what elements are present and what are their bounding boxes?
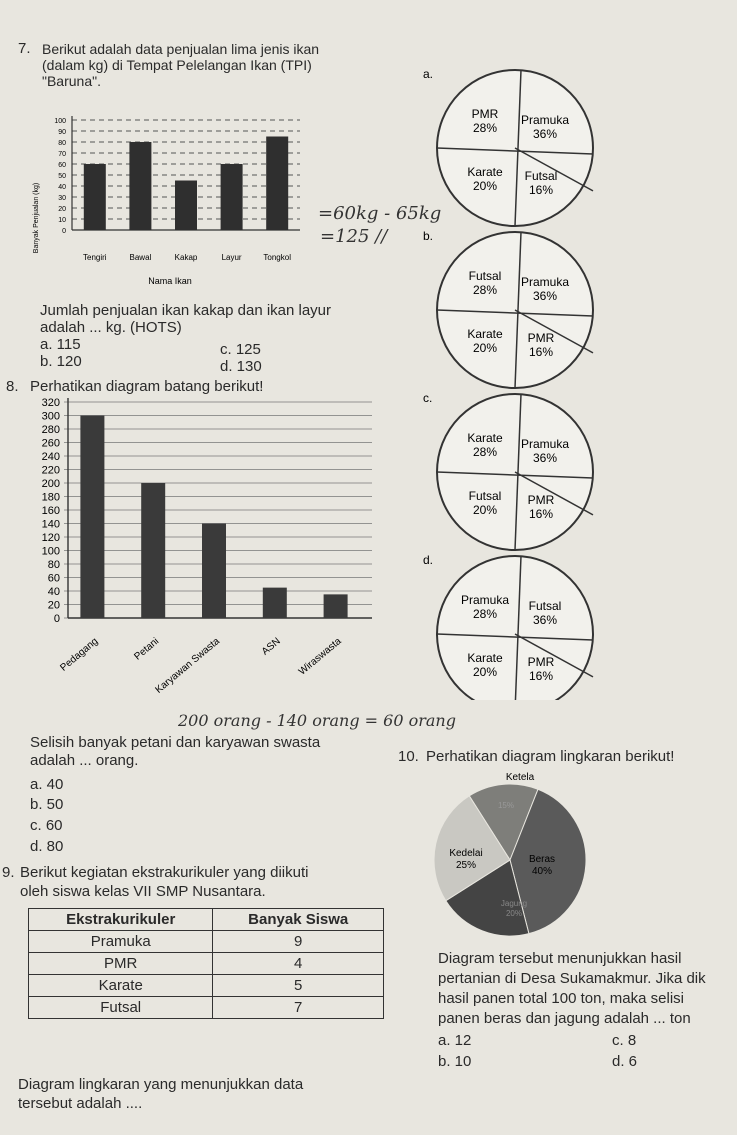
option-letter: d. <box>423 553 434 567</box>
q7-line3: "Baruna". <box>42 73 101 89</box>
pie-slice-label: Pramuka <box>460 593 510 607</box>
tick-label: 20 <box>47 599 60 612</box>
q9-line1: Berikut kegiatan ekstrakurikuler yang diikuti <box>20 864 309 881</box>
pie-slice-percent: 20% <box>472 179 498 193</box>
option-letter: c. <box>423 391 433 405</box>
q8-option-c[interactable]: c. 60 <box>30 817 63 834</box>
q7-x-axis-label: Nama Ikan <box>148 276 192 286</box>
q10-option-a[interactable]: a. 12 <box>438 1032 472 1049</box>
q8-number: 8. <box>6 378 19 395</box>
q9-table <box>28 908 384 1019</box>
pie-slice-label: Futsal <box>528 599 562 613</box>
pie-slice-label: Pramuka <box>520 275 570 289</box>
q7-handwriting-2: =125 // <box>320 226 388 247</box>
tick-label: 200 <box>41 478 60 490</box>
pie-slice-label: Pramuka <box>520 437 570 451</box>
q8-question-line2: adalah ... orang. <box>30 752 139 769</box>
pie-label-beras-pct: 40% <box>531 866 553 877</box>
tick-label: 40 <box>58 184 66 191</box>
pie-slice-percent: 36% <box>532 613 558 627</box>
tick-label: 240 <box>41 451 60 463</box>
table-cell: Karate <box>29 975 213 997</box>
category-label: Tongkol <box>263 253 291 262</box>
q9-line2: oleh siswa kelas VII SMP Nusantara. <box>20 883 266 900</box>
q7-option-a[interactable]: a. 115 <box>40 336 81 353</box>
tick-label: 160 <box>41 505 60 517</box>
q9-table-header-banyak-siswa: Banyak Siswa <box>213 909 384 931</box>
category-label: Pedagang <box>58 635 101 674</box>
pie-slice-percent: 28% <box>472 607 498 621</box>
option-letter: b. <box>423 229 434 243</box>
q8-option-a[interactable]: a. 40 <box>30 776 64 793</box>
pie-slice-label: Karate <box>467 327 503 341</box>
pie-slice-label: Karate <box>467 651 503 665</box>
pie-slice-label: Karate <box>467 165 503 179</box>
pie-slice-label: PMR <box>527 331 555 345</box>
q8-option-b[interactable]: b. 50 <box>30 796 64 813</box>
tick-label: 120 <box>41 532 60 544</box>
category-label: Karyawan Swasta <box>153 635 222 696</box>
pie-label-jagung-pct: 20% <box>505 909 523 918</box>
tick-label: 40 <box>47 586 60 598</box>
tick-label: 60 <box>47 572 60 585</box>
pie-slice-percent: 36% <box>532 127 558 141</box>
q10-line3: hasil panen total 100 ton, maka selisi <box>438 990 684 1007</box>
pie-slice-percent: 16% <box>528 183 554 197</box>
tick-label: 20 <box>58 206 66 213</box>
q7-handwriting-1: =60kg - 65kg <box>318 203 442 224</box>
q10-pie-chart <box>420 768 600 948</box>
table-cell: PMR <box>29 953 213 975</box>
q9-number: 9. <box>2 864 15 881</box>
category-label: ASN <box>259 635 283 658</box>
tick-label: 50 <box>58 173 66 180</box>
table-cell: Futsal <box>29 997 213 1019</box>
tick-label: 180 <box>41 491 60 504</box>
pie-slice-percent: 20% <box>472 503 498 517</box>
q7-option-c[interactable]: c. 125 <box>220 341 261 358</box>
category-label: Tengiri <box>83 253 107 262</box>
category-label: Layur <box>221 253 242 262</box>
pie-slice-percent: 16% <box>528 669 554 683</box>
q10-line2: pertanian di Desa Sukamakmur. Jika dik <box>438 970 706 987</box>
pie-slice-label: PMR <box>527 655 555 669</box>
bar <box>266 137 288 231</box>
bar <box>202 524 226 619</box>
tick-label: 80 <box>58 140 66 147</box>
q8-handwriting: 200 orang - 140 orang = 60 orang <box>178 711 456 730</box>
q8-bar-chart <box>0 392 400 722</box>
table-row <box>29 953 384 975</box>
pie-slice-label: PMR <box>527 493 555 507</box>
q10-option-b[interactable]: b. 10 <box>438 1053 472 1070</box>
pie-slice-percent: 28% <box>472 121 498 135</box>
q8-title: Perhatikan diagram batang berikut! <box>30 378 264 395</box>
q9-question-line2: tersebut adalah .... <box>18 1095 143 1112</box>
bar <box>324 594 348 618</box>
pie-slice-percent: 20% <box>472 341 498 355</box>
pie-slice-percent: 16% <box>528 345 554 359</box>
pie-slice-label: Futsal <box>468 269 502 283</box>
tick-label: 60 <box>58 162 66 169</box>
tick-label: 280 <box>41 424 60 436</box>
q9-question-line1: Diagram lingkaran yang menunjukkan data <box>18 1076 304 1093</box>
bar <box>84 164 106 230</box>
table-cell: 7 <box>213 997 384 1019</box>
pie-label-ketela-pct: 15% <box>497 801 515 810</box>
bar <box>141 483 165 618</box>
table-cell: 4 <box>213 953 384 975</box>
tick-label: 320 <box>41 397 60 409</box>
q10-number: 10. <box>398 748 419 765</box>
tick-label: 100 <box>41 545 60 558</box>
category-label: Wiraswasta <box>296 635 344 678</box>
pie-slice-percent: 28% <box>472 445 498 459</box>
pie-slice-label: Pramuka <box>520 113 570 127</box>
q10-line1: Diagram tersebut menunjukkan hasil <box>438 950 682 967</box>
tick-label: 30 <box>58 195 66 202</box>
pie-slice-label: PMR <box>471 107 499 121</box>
pie-slice-label: Futsal <box>468 489 502 503</box>
pie-slice-percent: 20% <box>472 665 498 679</box>
tick-label: 0 <box>62 228 66 235</box>
q7-number: 7. <box>18 40 31 57</box>
table-cell: Pramuka <box>29 931 213 953</box>
q9-table-header-ekstrakurikuler: Ekstrakurikuler <box>29 909 213 931</box>
tick-label: 100 <box>54 118 66 125</box>
q7-option-b[interactable]: b. 120 <box>40 353 82 370</box>
q10-line4: panen beras dan jagung adalah ... ton <box>438 1010 691 1027</box>
q10-option-d[interactable]: d. 6 <box>612 1053 638 1070</box>
q7-option-d[interactable]: d. 130 <box>220 358 262 375</box>
table-row <box>29 931 384 953</box>
bar <box>175 181 197 231</box>
q8-question-line1: Selisih banyak petani dan karyawan swasta <box>30 734 321 751</box>
tick-label: 140 <box>41 518 60 531</box>
pie-circle <box>437 556 593 700</box>
pie-label-beras: Beras <box>528 854 556 865</box>
pie-label-jagung: Jagung <box>500 899 528 908</box>
q7-line1: Berikut adalah data penjualan lima jenis ikan <box>42 41 320 57</box>
table-row <box>29 997 384 1019</box>
bar <box>221 164 243 230</box>
bar <box>80 416 104 619</box>
table-cell: 9 <box>213 931 384 953</box>
tick-label: 220 <box>41 464 60 477</box>
q8-option-d[interactable]: d. 80 <box>30 838 64 855</box>
q10-option-c[interactable]: c. 8 <box>612 1032 637 1049</box>
pie-slice-percent: 28% <box>472 283 498 297</box>
pie-slice-percent: 36% <box>532 289 558 303</box>
tick-label: 70 <box>58 151 66 158</box>
q7-question-line1: Jumlah penjualan ikan kakap dan ikan layur <box>40 302 332 319</box>
q7-y-axis-label: Banyak Penjualan (kg) <box>33 182 40 254</box>
pie-label-kedelai-pct: 25% <box>455 860 477 871</box>
tick-label: 90 <box>58 129 66 136</box>
bar <box>263 588 287 618</box>
q7-bar-chart <box>20 108 320 298</box>
tick-label: 0 <box>53 613 60 625</box>
table-cell: 5 <box>213 975 384 997</box>
pie-slice-label: Karate <box>467 431 503 445</box>
category-label: Petani <box>132 635 162 663</box>
category-label: Kakap <box>174 253 198 262</box>
pie-slice-percent: 16% <box>528 507 554 521</box>
pie-label-ketela: Ketela <box>505 772 535 783</box>
pie-slice-label: Futsal <box>524 169 558 183</box>
q7-question-line2: adalah ... kg. (HOTS) <box>40 319 182 336</box>
tick-label: 260 <box>41 437 60 450</box>
tick-label: 80 <box>47 559 60 571</box>
pie-slice-percent: 36% <box>532 451 558 465</box>
category-label: Bawal <box>129 253 152 262</box>
q7-line2: (dalam kg) di Tempat Pelelangan Ikan (TPI) <box>42 57 312 73</box>
option-letter: a. <box>423 67 434 81</box>
tick-label: 300 <box>41 410 60 423</box>
q9-pie-options <box>415 60 645 700</box>
q10-title: Perhatikan diagram lingkaran berikut! <box>426 748 675 765</box>
bar <box>129 142 151 230</box>
pie-label-kedelai: Kedelai <box>449 848 483 859</box>
tick-label: 10 <box>58 217 66 224</box>
table-row <box>29 975 384 997</box>
